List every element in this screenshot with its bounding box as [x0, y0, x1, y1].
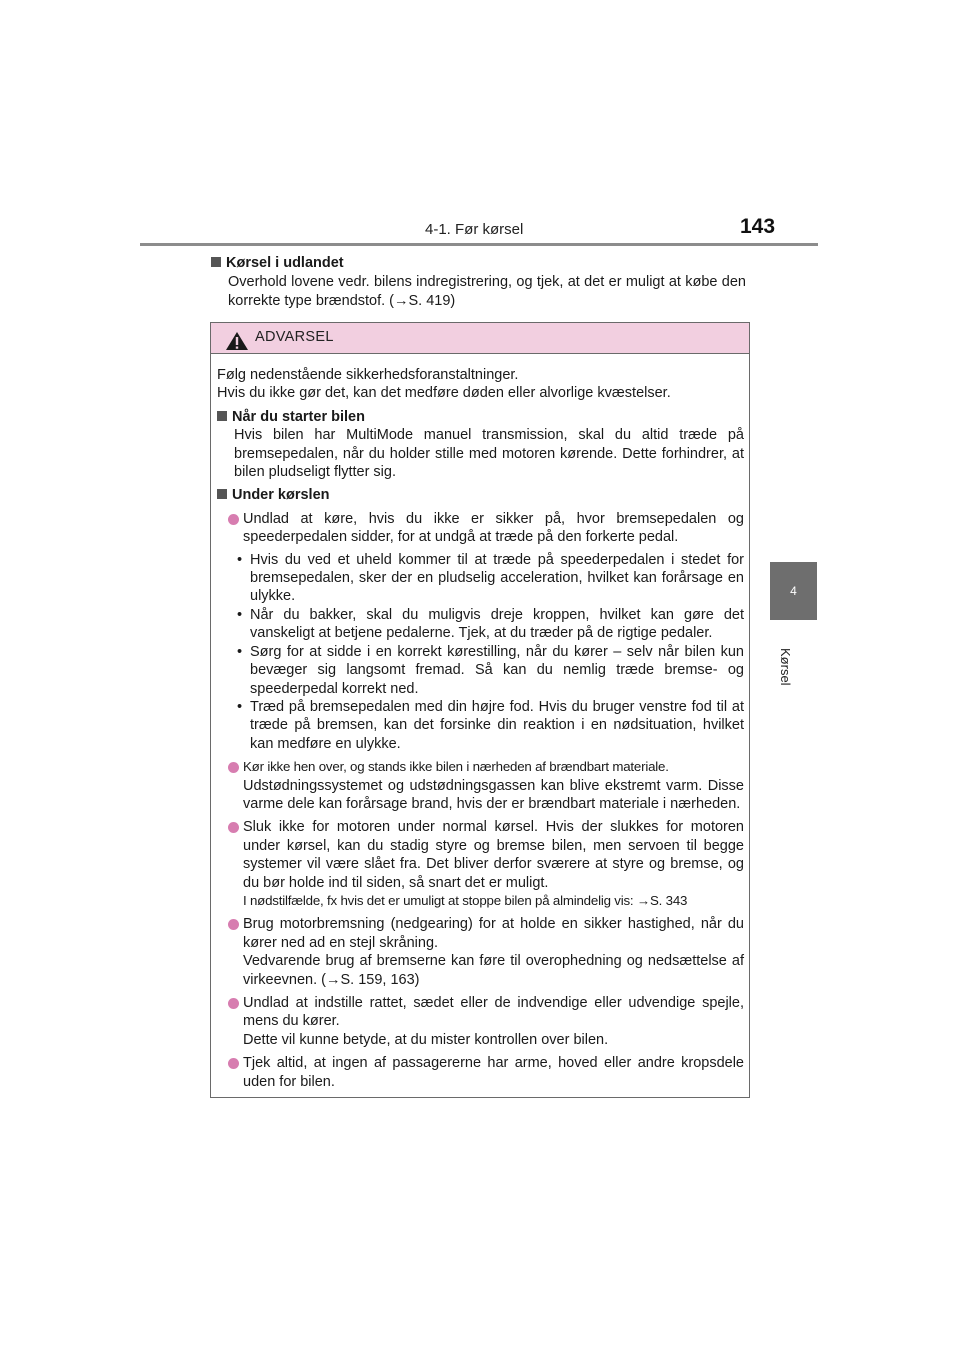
section-heading: Under kørslen — [217, 486, 744, 504]
list-item: Undlad at indstille rattet, sædet eller de indvendige eller udvendige spejle, mens du kører. Dette vil kunne betyde, at du mister kontrollen over bilen. — [217, 994, 744, 1049]
sub-list-item: • Træd på bremsepedalen med din højre fod. Hvis du bruger venstre fod til at træde på bremsen, kan det forsinke din reaktion i en nødsituation, hvilket kan medføre en ulykke. — [237, 698, 744, 752]
warning-body — [211, 354, 749, 1091]
header-divider — [140, 243, 818, 246]
warning-lead-1: Følg nedenstående sikkerhedsforanstaltninger. — [217, 367, 519, 383]
section-starting — [217, 408, 744, 482]
sub-list-item: • Hvis du ved et uheld kommer til at træde på speederpedalen i stedet for bremsepedalen, sker der en pludselig acceleration, hvilket kan forårsage en ulykke. — [237, 551, 744, 605]
intro-heading: Kørsel i udlandet — [211, 254, 746, 273]
intro-text: Overhold lovene vedr. bilens indregistrering, og tjek, at det er muligt at købe den korrekte type brændstof. (→S. 419) — [228, 274, 746, 309]
circle-bullet-icon — [228, 514, 239, 525]
intro-section — [211, 254, 746, 311]
chapter-label: Kørsel — [778, 648, 793, 686]
circle-bullet-icon — [228, 998, 239, 1009]
section-driving — [217, 486, 744, 1091]
list-item: Kør ikke hen over, og stands ikke bilen i nærheden af brændbart materiale. Udstødningssystemet og udstødningsgassen kan blive ekstremt varm. Disse varme dele kan forårsage brand, hvis der er brændbart materiale i nærheden. — [217, 758, 744, 813]
square-bullet-icon — [217, 489, 227, 499]
list-item: Brug motorbremsning (nedgearing) for at holde en sikker hastighed, når du kører ned ad en stejl skråning. Vedvarende brug af bremserne kan føre til overophedning og nedsættelse af virkeevnen. (→S. 159, 163) — [217, 915, 744, 989]
circle-bullet-icon — [228, 762, 239, 773]
sub-list-item: • Sørg for at sidde i en korrekt kørestilling, når du kører – selv når bilen kun bevæger sig langsomt fremad. Så kan du nemlig træde bremse- og speederpedal korrekt ned. — [237, 643, 744, 697]
warning-lead-2: Hvis du ikke gør det, kan det medføre døden eller alvorlige kvæstelser. — [217, 385, 671, 402]
circle-bullet-icon — [228, 1058, 239, 1069]
square-bullet-icon — [211, 257, 221, 267]
sub-list-item: • Når du bakker, skal du muligvis dreje kroppen, hvilket kan gøre det vanskeligt at betjene pedalerne. Tjek, at du træder på de rigtige pedaler. — [237, 606, 744, 642]
list-item: Sluk ikke for motoren under normal kørsel. Hvis der slukkes for motoren under kørsel, kan du stadig styre og bremse bilen, men servoen til begge systemer vil være slået fra. Det bliver derfor sværere at styre og bremse, og du bør holde ind til siden, så snart det er muligt. I nødstilfælde, fx hvis det er umuligt at stoppe bilen på almindelig vis: →S. 343 — [217, 818, 744, 910]
circle-bullet-icon — [228, 919, 239, 930]
small-bullet-icon: • — [237, 606, 243, 623]
page-number: 143 — [740, 215, 776, 238]
list-item: Tjek altid, at ingen af passagererne har arme, hoved eller andre kropsdele uden for bilen. — [217, 1054, 744, 1091]
small-bullet-icon: • — [237, 643, 243, 660]
warning-header — [211, 323, 749, 354]
small-bullet-icon: • — [237, 551, 243, 568]
small-bullet-icon: • — [237, 698, 243, 715]
chapter-number: 4 — [790, 584, 797, 598]
section-text: Hvis bilen har MultiMode manuel transmission, skal du altid træde på bremsepedalen, når du holder stille med motoren kørende. Dette forhindrer, at bilen pludseligt flytter sig. — [234, 427, 744, 481]
warning-box — [210, 322, 750, 1098]
warning-triangle-icon — [225, 331, 249, 351]
list-item: Undlad at køre, hvis du ikke er sikker på, hvor bremsepedalen og speederpedalen sidder, for at undgå at træde på den forkerte pedal. — [217, 510, 744, 547]
section-title: 4-1. Før kørsel — [425, 221, 524, 238]
section-heading: Når du starter bilen — [217, 408, 744, 426]
square-bullet-icon — [217, 411, 227, 421]
chapter-tab[interactable] — [770, 562, 817, 620]
warning-title: ADVARSEL — [255, 329, 334, 345]
circle-bullet-icon — [228, 822, 239, 833]
